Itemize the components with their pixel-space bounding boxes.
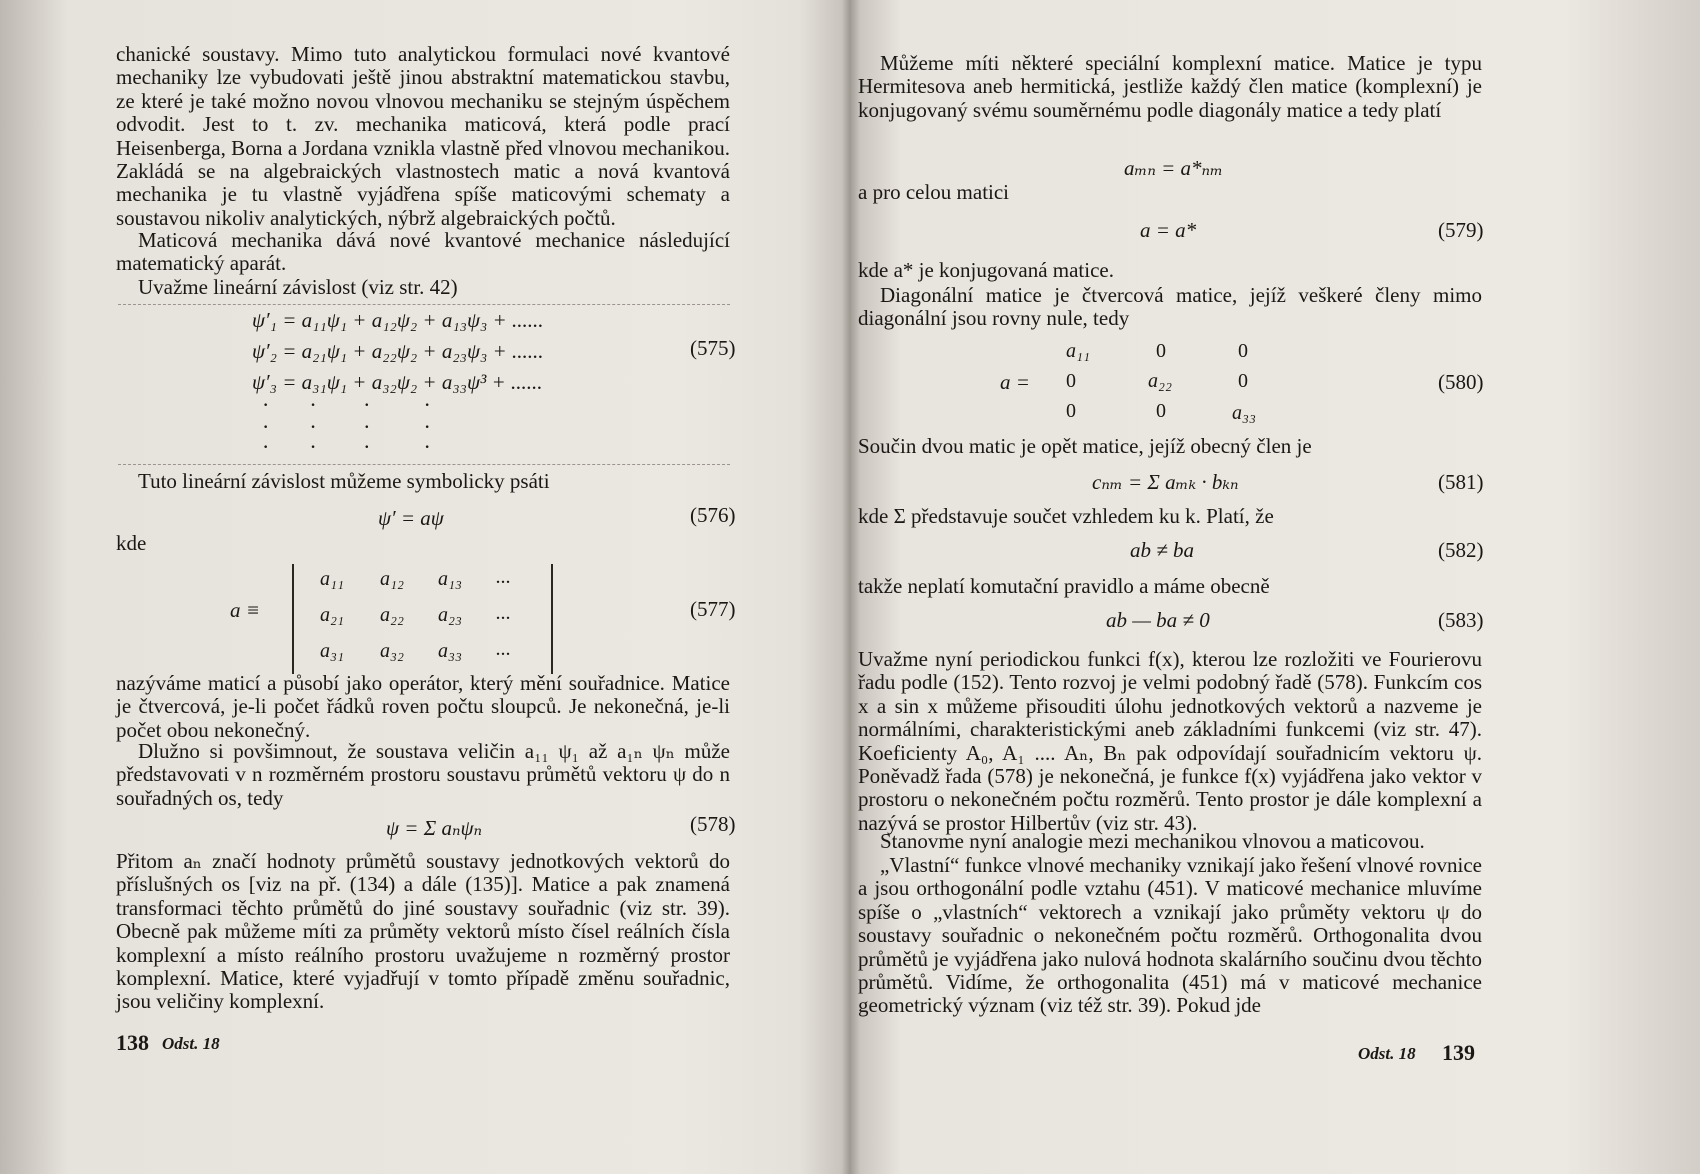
divider <box>118 464 730 465</box>
divider <box>118 304 730 305</box>
paragraph: Dlužno si povšimnout, že soustava veličin a₁₁ ψ₁ až a₁ₙ ψₙ může představovati v n rozměrném prostoru soustavu průmětů vektoru ψ do n souřadných os, tedy <box>116 739 730 810</box>
equation-number: (583) <box>1438 608 1484 632</box>
equation-number: (578) <box>690 812 736 836</box>
matrix-cell: a₂₂ <box>1148 370 1172 392</box>
matrix-cell: 0 <box>1156 400 1166 422</box>
ellipsis-dots: · · · · <box>262 414 432 439</box>
equation-number: (575) <box>690 336 736 360</box>
equation-number: (582) <box>1438 538 1484 562</box>
equation: ψ = Σ aₙψₙ <box>386 816 483 840</box>
section-label: Odst. 18 <box>162 1034 220 1053</box>
equation: aₘₙ = a*ₙₘ <box>1124 156 1223 180</box>
equation-number: (581) <box>1438 470 1484 494</box>
matrix-cell: a₂₁ <box>320 604 344 626</box>
equation: a ≡ <box>230 598 260 622</box>
equation: a = a* <box>1140 218 1197 242</box>
section-label: Odst. 18 <box>1358 1044 1416 1063</box>
matrix-bracket-left <box>292 564 294 674</box>
matrix-cell: 0 <box>1066 400 1076 422</box>
equation: ab — ba ≠ 0 <box>1106 608 1210 632</box>
paragraph: kde a* je konjugovaná matice. <box>858 258 1114 282</box>
matrix-cell: a₃₁ <box>320 640 344 662</box>
paragraph: „Vlastní“ funkce vlnové mechaniky vznikají jako řešení vlnové rovnice a jsou orthogonální podle vztahu (451). V maticové mechanice mluvíme spíše o „vlastních“ vektorech a vznikají jako průměty vektoru ψ do soustavy souřadnic o nekonečném počtu rozměrů. Orthogonalita dvou průmětů je vyjádřena jako nulová hodnota skalárního součinu dvou těchto průmětů. Vidíme, že orthogonalita (451) má v maticové mechanice geometrický význam (viz též str. 39). Pokud jde <box>858 853 1482 1018</box>
paragraph: Součin dvou matic je opět matice, jejíž obecný člen je <box>858 434 1312 458</box>
matrix-cell: a₂₃ <box>438 604 462 626</box>
matrix-cell: a₂₂ <box>380 604 404 626</box>
paragraph: Přitom aₙ značí hodnoty průmětů soustavy jednotkových vektorů do příslušných os [viz na př. (134) a dále (135)]. Matice a pak znamená transformaci těchto průmětů do jiné soustavy souřadnic (viz str. 39). Obecně pak můžeme míti za průměty vektorů místo čísel reálních čísla komplexní a místo reálního prostoru uvažujeme n rozměrný prostor komplexní. Matice, které vyjadřují v tomto případě změnu souřadnic, jsou veličiny komplexní. <box>116 849 730 1014</box>
matrix-cell: a₁₁ <box>1066 340 1090 362</box>
equation: ψ′₃ = a₃₁ψ₁ + a₃₂ψ₂ + a₃₃ψ³ + ...... <box>252 370 543 394</box>
paragraph: Stanovme nyní analogie mezi mechanikou vlnovou a maticovou. <box>880 829 1425 853</box>
ellipsis-dots: · · · · <box>262 434 432 459</box>
matrix-cell: a₁₁ <box>320 568 344 590</box>
matrix-cell: a₃₃ <box>1232 402 1256 424</box>
matrix-cell: ... <box>496 566 511 588</box>
paragraph: Můžeme míti některé speciální komplexní matice. Matice je typu Hermitesova aneb hermitická, jestliže každý člen matice (komplexní) je konjugovaný svému souměrnému podle diagonály matice a tedy platí <box>858 51 1482 122</box>
matrix-cell: 0 <box>1238 370 1248 392</box>
equation: a = <box>1000 370 1030 394</box>
paragraph: takže neplatí komutační pravidlo a máme obecně <box>858 574 1270 598</box>
paragraph: chanické soustavy. Mimo tuto analytickou formulaci nové kvantové mechaniky lze vybudovati ještě jinou abstraktní matematickou stavbu, ze které je také možno novou vlnovou mechaniku se stejným úspěchem odvodit. Jest to t. zv. mechanika maticová, která podle prací Heisenberga, Borna a Jordana vznikla vlastně před vlnovou mechanikou. Zakládá se na algebraických vlastnostech matic a nová kvantová mechanika je tu vlastně vyjádřena spíše maticovými schematy a soustavou nikoliv analytických, nýbrž algebraických počtů. <box>116 42 730 230</box>
paragraph: kde Σ představuje součet vzhledem ku k. Platí, že <box>858 504 1274 528</box>
matrix-cell: a₃₃ <box>438 640 462 662</box>
page-number: 139 <box>1442 1040 1475 1065</box>
matrix-cell: 0 <box>1066 370 1076 392</box>
matrix-cell: a₁₂ <box>380 568 404 590</box>
matrix-cell: a₁₃ <box>438 568 462 590</box>
equation: cₙₘ = Σ aₘₖ · bₖₙ <box>1092 470 1239 494</box>
paragraph: nazýváme maticí a působí jako operátor, který mění souřadnice. Matice je čtvercová, je-li počet řádků roven počtu sloupců. Je nekonečná, je-li počet obou nekonečný. <box>116 671 730 742</box>
paragraph: Uvažme nyní periodickou funkci f(x), kterou lze rozložiti ve Fourierovu řadu podle (152). Tento rozvoj je velmi podobný řadě (578). Funkcím cos x a sin x můžeme přisouditi úlohu jednotkových vektorů a nazveme je normálními, charakteristickými aneb základními funkcemi (viz str. 47). Koeficienty A₀, A₁ .... Aₙ, Bₙ pak odpovídají souřadnicím vektoru ψ. Poněvadž řada (578) je nekonečná, je funkce f(x) vyjádřena jako vektor v prostoru o nekonečném počtu rozměrů. Tento prostor je dále komplexní a nazývá se prostor Hilbertův (viz str. 43). <box>858 647 1482 835</box>
paragraph: Tuto lineární závislost můžeme symbolicky psáti <box>138 469 550 493</box>
paragraph: Uvažme lineární závislost (viz str. 42) <box>138 275 458 299</box>
equation: ψ′₁ = a₁₁ψ₁ + a₁₂ψ₂ + a₁₃ψ₃ + ...... <box>252 308 544 332</box>
ellipsis-dots: · · · · <box>262 392 432 417</box>
page-number: 138 <box>116 1030 149 1055</box>
paragraph: Diagonální matice je čtvercová matice, jejíž veškeré členy mimo diagonální jsou rovny nule, tedy <box>858 283 1482 331</box>
matrix-bracket-right <box>551 564 553 674</box>
equation-number: (577) <box>690 597 736 621</box>
equation: ab ≠ ba <box>1130 538 1195 562</box>
matrix-cell: 0 <box>1238 340 1248 362</box>
equation: ψ′ = aψ <box>378 506 444 530</box>
equation-number: (576) <box>690 503 736 527</box>
matrix-cell: ... <box>496 638 511 660</box>
matrix-cell: 0 <box>1156 340 1166 362</box>
paragraph: kde <box>116 531 147 555</box>
equation-number: (580) <box>1438 370 1484 394</box>
equation: ψ′₂ = a₂₁ψ₁ + a₂₂ψ₂ + a₂₃ψ₃ + ...... <box>252 339 544 363</box>
right-page <box>850 0 1700 1174</box>
matrix-cell: a₃₂ <box>380 640 404 662</box>
paragraph: a pro celou matici <box>858 180 1010 204</box>
paragraph: Maticová mechanika dává nové kvantové mechanice následující matematický aparát. <box>116 228 730 276</box>
equation-number: (579) <box>1438 218 1484 242</box>
matrix-cell: ... <box>496 602 511 624</box>
